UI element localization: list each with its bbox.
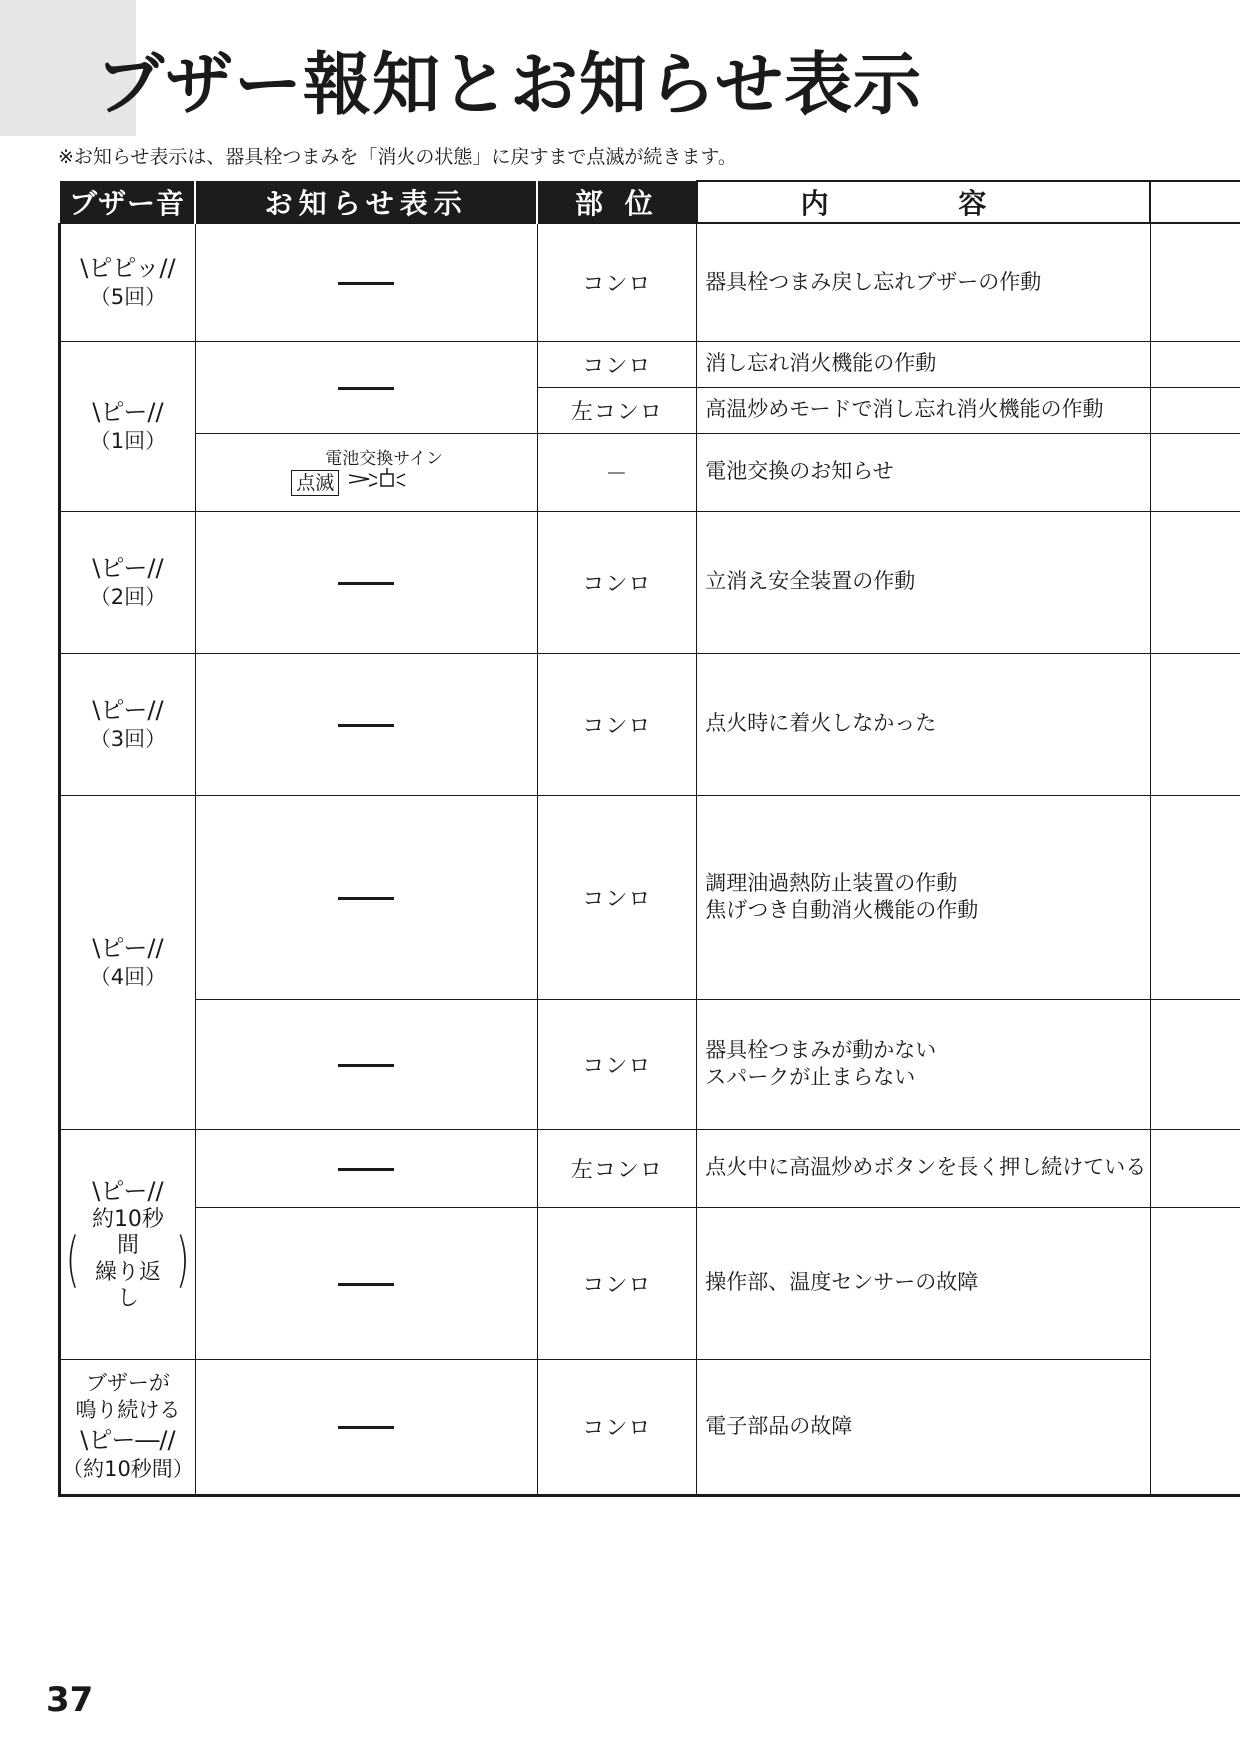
sound-pattern: \ピー―//	[80, 1425, 176, 1454]
duration-text	[84, 1207, 171, 1313]
sound-cell	[60, 795, 196, 1129]
header-row	[60, 181, 1240, 223]
sound-cell	[60, 223, 196, 341]
blank-cell	[1150, 341, 1240, 387]
sound-count: （4回）	[89, 964, 167, 989]
table-row	[60, 653, 1240, 795]
duration-line: 繰り返し	[94, 1259, 161, 1311]
content-cell	[697, 999, 1150, 1129]
dash-mark	[338, 1064, 394, 1067]
blank-cell	[1150, 1129, 1240, 1207]
close-paren-mark: )	[176, 1224, 191, 1295]
table-row	[60, 511, 1240, 653]
table-row	[60, 999, 1240, 1129]
display-cell	[195, 341, 537, 433]
blank-cell	[1150, 1207, 1240, 1359]
sound-cell	[60, 1359, 196, 1495]
sound-pattern: \ピピッ//	[80, 253, 176, 282]
display-cell	[195, 511, 537, 653]
blank-cell	[1150, 999, 1240, 1129]
open-paren-mark: (	[65, 1224, 80, 1295]
content-line: 調理油過熱防止装置の作動	[705, 870, 958, 895]
display-cell	[195, 1359, 537, 1495]
sound-pattern: \ピー//	[92, 397, 164, 426]
part-cell: コンロ	[537, 511, 697, 653]
sound-line: ブザーが	[85, 1370, 170, 1395]
blank-cell	[1150, 1359, 1240, 1495]
duration-line: 約10秒間	[91, 1206, 164, 1259]
note-text: ※お知らせ表示は、器具栓つまみを「消火の状態」に戻すまで点滅が続きます。	[58, 146, 737, 168]
blank-cell	[1150, 387, 1240, 433]
blank-cell	[1150, 511, 1240, 653]
dash-mark	[338, 582, 394, 585]
part-cell: －	[537, 433, 697, 511]
content-cell: 操作部、温度センサーの故障	[697, 1207, 1150, 1359]
display-cell	[195, 999, 537, 1129]
blank-cell	[1150, 433, 1240, 511]
sound-count: （2回）	[89, 584, 167, 609]
sound-count: （1回）	[89, 428, 167, 453]
header-part: 部 位	[537, 181, 697, 223]
part-cell: 左コンロ	[537, 1129, 697, 1207]
content-cell	[697, 795, 1150, 999]
display-cell	[195, 795, 537, 999]
sound-count: （3回）	[89, 726, 167, 751]
content-line: 焦げつき自動消火機能の作動	[705, 898, 979, 922]
sound-cell	[60, 341, 196, 511]
table-row	[60, 795, 1240, 999]
header-blank	[1150, 181, 1240, 223]
content-cell: 電池交換のお知らせ	[697, 433, 1150, 511]
part-cell: コンロ	[537, 653, 697, 795]
sound-pattern: \ピー//	[92, 695, 164, 724]
blinking-battery-icon	[349, 466, 419, 496]
display-cell	[195, 1207, 537, 1359]
page-number: 37	[46, 1680, 94, 1720]
part-cell: コンロ	[537, 223, 697, 341]
sound-pattern: \ピー//	[92, 933, 164, 962]
blank-cell	[1150, 223, 1240, 341]
part-cell: コンロ	[537, 795, 697, 999]
content-line: スパークが止まらない	[705, 1065, 916, 1089]
part-cell: コンロ	[537, 999, 697, 1129]
sound-count: （5回）	[89, 284, 167, 309]
sound-pattern: \ピー//	[92, 1176, 164, 1205]
header-sound: ブザー音	[60, 181, 196, 223]
table-row	[60, 433, 1240, 511]
sound-line: 鳴り続ける	[75, 1398, 181, 1423]
dash-mark	[338, 1283, 394, 1286]
sound-cell	[60, 511, 196, 653]
header-content: 内 容	[697, 181, 1150, 223]
content-cell: 電子部品の故障	[697, 1359, 1150, 1495]
dash-mark	[338, 282, 394, 285]
sound-duration	[61, 1207, 195, 1313]
sound-count: （約10秒間）	[62, 1456, 194, 1481]
table-row	[60, 223, 1240, 341]
header-display: お知らせ表示	[195, 181, 537, 223]
part-cell: コンロ	[537, 1359, 697, 1495]
page-title: ブザー報知とお知らせ表示	[96, 46, 922, 125]
dash-mark	[338, 1426, 394, 1429]
display-cell	[195, 653, 537, 795]
blank-cell	[1150, 653, 1240, 795]
blank-cell	[1150, 795, 1240, 999]
dash-mark	[338, 387, 394, 390]
dash-mark	[338, 724, 394, 727]
battery-sign-caption: 電池交換サイン	[325, 448, 444, 469]
content-cell: 立消え安全装置の作動	[697, 511, 1150, 653]
table-row	[60, 1129, 1240, 1207]
content-cell: 点火中に高温炒めボタンを長く押し続けている	[697, 1129, 1150, 1207]
sound-cell	[60, 653, 196, 795]
content-cell: 器具栓つまみ戻し忘れブザーの作動	[697, 223, 1150, 341]
dash-mark	[338, 897, 394, 900]
display-cell	[195, 433, 537, 511]
sound-cell	[60, 1129, 196, 1359]
dash-mark	[338, 1168, 394, 1171]
content-cell: 消し忘れ消火機能の作動	[697, 341, 1150, 387]
battery-sign	[291, 442, 444, 498]
table-row	[60, 1207, 1240, 1359]
content-cell: 高温炒めモードで消し忘れ消火機能の作動	[697, 387, 1150, 433]
buzzer-table	[58, 180, 1240, 1497]
part-cell: コンロ	[537, 1207, 697, 1359]
table-row	[60, 341, 1240, 387]
part-cell: 左コンロ	[537, 387, 697, 433]
display-cell	[195, 1129, 537, 1207]
part-cell: コンロ	[537, 341, 697, 387]
blink-label: 点滅	[291, 470, 339, 496]
content-cell: 点火時に着火しなかった	[697, 653, 1150, 795]
display-cell	[195, 223, 537, 341]
table-row	[60, 1359, 1240, 1495]
sound-pattern: \ピー//	[92, 553, 164, 582]
content-line: 器具栓つまみが動かない	[705, 1037, 937, 1062]
